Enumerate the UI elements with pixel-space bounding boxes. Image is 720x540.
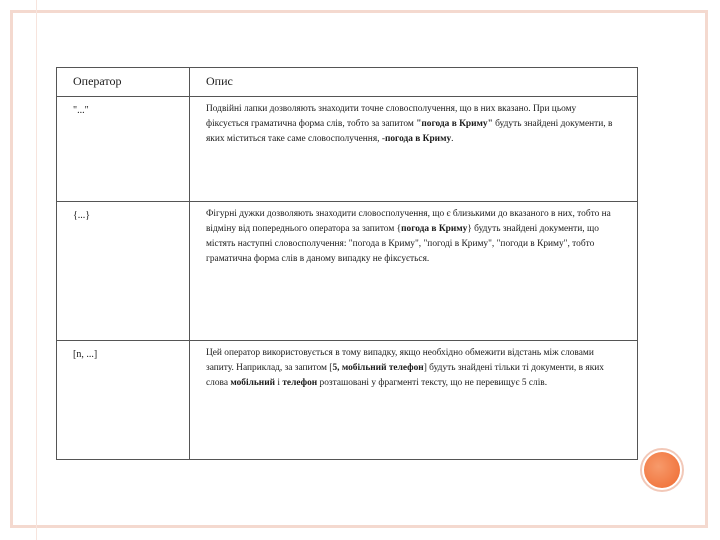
table-row [57, 202, 638, 341]
desc-bold-query: 5, мобільний телефон [332, 363, 424, 373]
table-row [57, 97, 638, 202]
desc-text: розташовані у фрагменті тексту, що не перевищує 5 слів. [317, 378, 548, 388]
desc-text: ] будуть знайдені тільки ті документи, в яких слова [206, 363, 604, 388]
desc-bold-query: погода в Криму [384, 134, 452, 144]
header-description: Опис [190, 68, 638, 97]
margin-line [36, 0, 37, 540]
desc-text: Цей оператор використовується в тому випадку, якщо необхідно обмежити відстань між словами запиту. Наприклад, за запитом [ [206, 348, 594, 373]
search-operators-table [56, 67, 638, 460]
desc-text: будуть знайдені документи, в яких міститься таке саме словосполучення, - [206, 119, 613, 144]
decorative-orange-dot [644, 452, 680, 488]
desc-bold-word: мобільний [230, 378, 276, 388]
desc-bold-query: "погода в Криму" [416, 119, 493, 129]
desc-bold-query: погода в Криму [401, 224, 468, 234]
desc-text: . [451, 134, 454, 144]
desc-text: Подвійні лапки дозволяють знаходити точне словосполучення, що в них вказано. При цьому фіксується граматична форма слів, тобто за запитом [206, 104, 577, 129]
description-cell [190, 97, 638, 202]
operator-cell: "..." [57, 97, 190, 202]
table-header-row [57, 68, 638, 97]
desc-bold-word: телефон [282, 378, 318, 388]
table-row [57, 341, 638, 460]
desc-text: Фігурні дужки дозволяють знаходити словосполучення, що є близькими до вказаного в них, тобто на відміну від попереднього оператора за запитом { [206, 209, 611, 234]
operator-cell: [n, ...] [57, 341, 190, 460]
desc-text: і [275, 378, 283, 388]
description-cell [190, 341, 638, 460]
operator-cell: {...} [57, 202, 190, 341]
description-cell [190, 202, 638, 341]
desc-text: } будуть знайдені документи, що містять наступні словосполучення: "погода в Криму", "погоді в Криму", "погоди в Криму", тобто граматична форма слів в даному випадку не фіксується. [206, 224, 599, 264]
header-operator: Оператор [57, 68, 190, 97]
